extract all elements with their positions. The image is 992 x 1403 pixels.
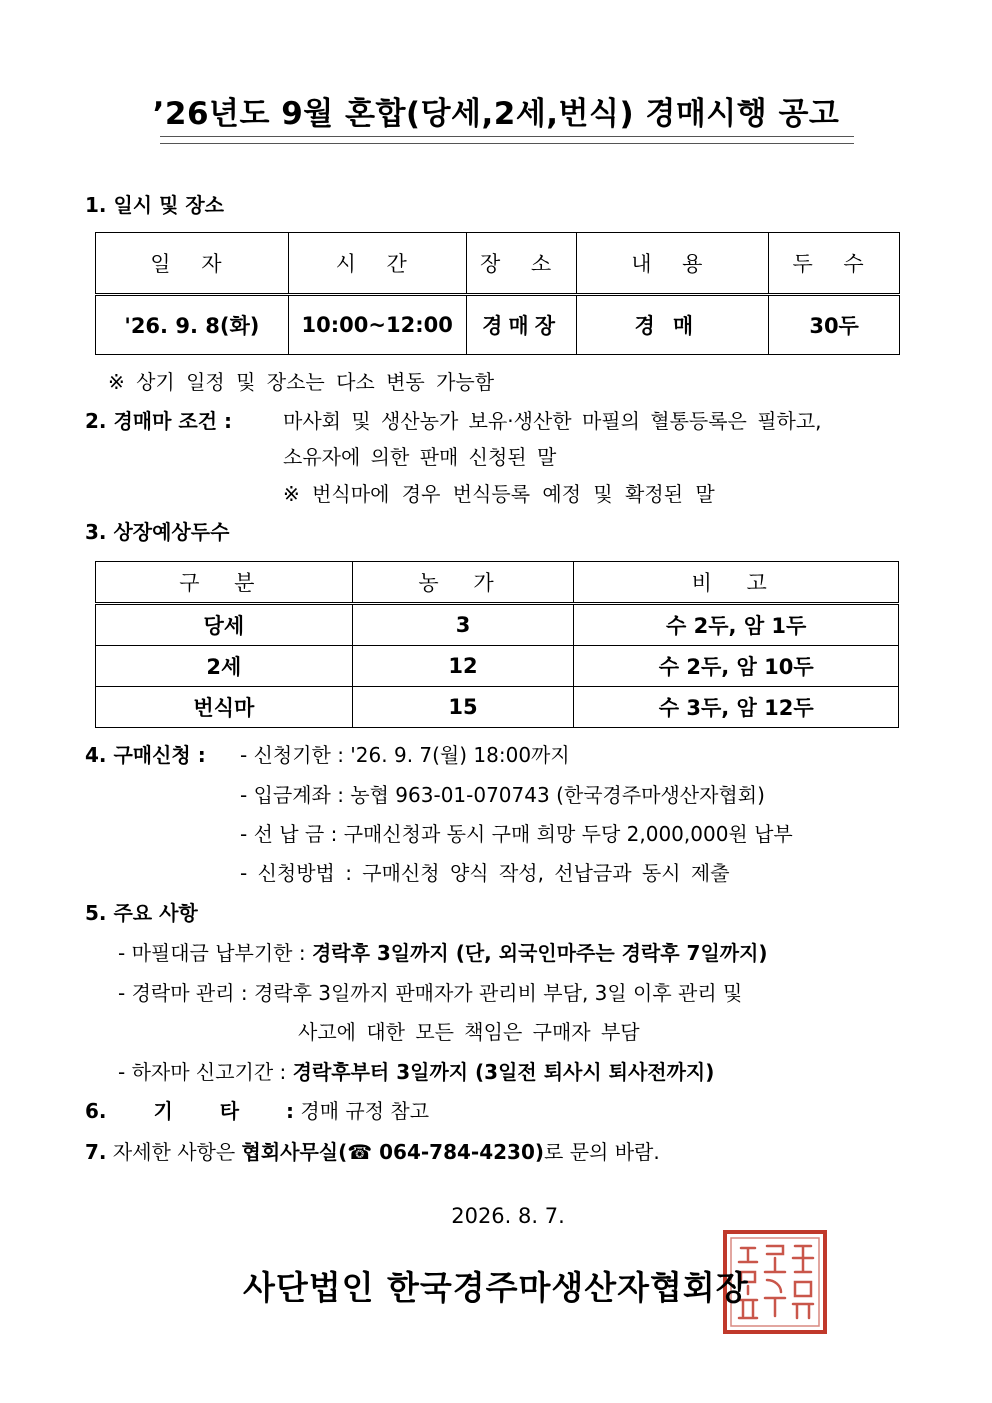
section7-text1: 자세한 사항은 [112,1140,236,1164]
header-date: 일 자 [96,233,289,295]
section6 [85,1098,429,1124]
section6-heading: 6. 기 타 : [85,1099,295,1123]
condition-note: ※ 번식마에 경우 번식등록 예정 및 확정된 말 [283,482,715,506]
header-content: 내 용 [577,233,769,295]
cell-content: 경매 [577,295,769,355]
defect-report [118,1059,714,1085]
section3-heading: 3. 상장예상두수 [85,520,230,544]
section7-number: 7. [85,1140,107,1164]
header-remarks: 비 고 [574,562,899,604]
section4-heading: 4. 구매신청 : [85,743,206,767]
condition-line2: 소유자에 의한 판매 신청된 말 [283,445,557,469]
cell-date: '26. 9. 8(화) [96,295,289,355]
cell-time: 10:00~12:00 [288,295,466,355]
expected-count-table [95,561,899,728]
defect-report-value: 경락후부터 3일까지 (3일전 퇴사시 퇴사전까지) [292,1060,715,1084]
purchase-method: - 신청방법 : 구매신청 양식 작성, 선납금과 동시 제출 [240,861,730,885]
section2-heading: 2. 경매마 조건 : [85,409,233,433]
table-row [96,646,899,687]
header-time: 시 간 [288,233,466,295]
schedule-table [95,232,900,355]
cell-farms: 15 [352,687,574,728]
cell-category: 번식마 [96,687,353,728]
cell-category: 당세 [96,604,353,646]
cell-farms: 3 [352,604,574,646]
header-farms: 농 가 [352,562,574,604]
cell-remarks: 수 2두, 암 10두 [574,646,899,687]
cell-count: 30두 [769,295,900,355]
section6-text: 경매 규정 참고 [300,1099,430,1123]
horse-management-line1: - 경락마 관리 : 경락후 3일까지 판매자가 관리비 부담, 3일 이후 관리 및 [118,981,743,1005]
table-row [96,604,899,646]
header-count: 두 수 [769,233,900,295]
table-row [96,687,899,728]
schedule-header-row [96,233,900,295]
schedule-data-row [96,295,900,355]
payment-deadline [118,940,768,966]
page-title: ’26년도 9월 혼합(당세,2세,번식) 경매시행 공고 [152,96,840,132]
section7 [85,1139,660,1165]
section7-text2: 로 문의 바람. [544,1140,660,1164]
cell-farms: 12 [352,646,574,687]
payment-deadline-value: 경락후 3일까지 (단, 외국인마주는 경락후 7일까지) [311,941,768,965]
purchase-deposit: - 선 납 금 : 구매신청과 동시 구매 희망 두당 2,000,000원 납부 [240,822,793,846]
purchase-account: - 입금계좌 : 농협 963-01-070743 (한국경주마생산자협회) [240,783,765,807]
title-double-rule [160,136,854,144]
count-header-row [96,562,899,604]
issue-date: 2026. 8. 7. [451,1204,565,1228]
section1-heading: 1. 일시 및 장소 [85,193,225,217]
header-place: 장 소 [466,233,577,295]
contact-phone: 협회사무실(☎ 064-784-4230) [241,1140,545,1164]
cell-remarks: 수 2두, 암 1두 [574,604,899,646]
header-category: 구 분 [96,562,353,604]
purchase-deadline: - 신청기한 : '26. 9. 7(월) 18:00까지 [240,743,570,767]
horse-management-line2: 사고에 대한 모든 책임은 구매자 부담 [298,1020,640,1044]
defect-report-label: - 하자마 신고기간 : [118,1060,287,1084]
schedule-note: ※ 상기 일정 및 장소는 다소 변동 가능함 [108,370,495,394]
payment-deadline-label: - 마필대금 납부기한 : [118,941,306,965]
cell-category: 2세 [96,646,353,687]
condition-line1: 마사회 및 생산농가 보유·생산한 마필의 혈통등록은 필하고, [283,409,822,433]
cell-remarks: 수 3두, 암 12두 [574,687,899,728]
signature-line: 사단법인 한국경주마생산자협회장 [243,1268,749,1307]
cell-place: 경매장 [466,295,577,355]
section5-heading: 5. 주요 사항 [85,901,198,925]
